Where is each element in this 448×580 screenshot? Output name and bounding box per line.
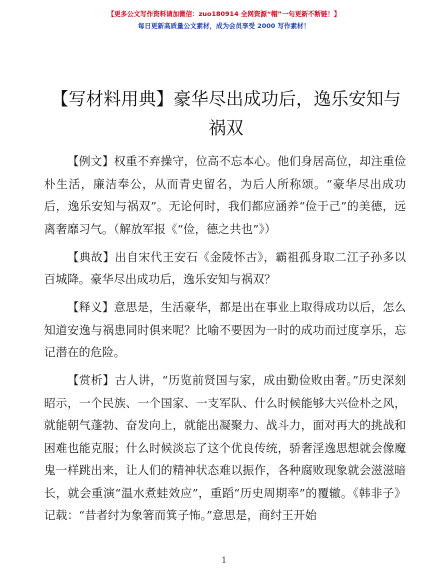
promo-banner-line-1: 【更多公文写作资料请加微信：zuo180914 全网资源“帽”一句更新不断链！】 (107, 10, 341, 18)
paragraph-text: 权重不弃操守，位高不忘本心。他们身居高位，却注重俭朴生活，廉洁奉公，从而青史留名，为后人所称颂。“豪华尽出成功后，逸乐安知与祸双”。无论何时，我们都应涵养“俭于己”的美德，远离奢靡习气。（解放军报《“俭，德之共也”》） (44, 154, 406, 236)
document-body (44, 150, 406, 532)
paragraph-label: 【例文】 (67, 154, 114, 168)
paragraph-text: 意思是，生活豪华，都是出在事业上取得成功以后，怎么知道安逸与祸患同时俱来呢？比喻不要因为一时的成功而过度享乐，忘记潜在的危险。 (44, 300, 406, 359)
paragraph-appreciation (44, 369, 406, 527)
paragraph-allusion (44, 246, 406, 291)
paragraph-label: 【释义】 (67, 300, 114, 314)
paragraph-label: 【典故】 (67, 249, 115, 264)
paragraph-meaning (44, 296, 406, 364)
promo-banner (0, 8, 448, 32)
paragraph-text: 出自宋代王安石《金陵怀古》，霸祖孤身取二江子孙多以百城降。豪华尽出成功后，逸乐安知与祸双？ (44, 249, 406, 286)
paragraph-example (44, 150, 406, 240)
paragraph-label: 【赏析】 (67, 373, 115, 387)
document-title: 【写材料用典】豪华尽出成功后，逸乐安知与祸双 (51, 90, 401, 139)
paragraph-text: 古人讲，“历览前贤国与家，成由勤俭败由奢。”历史深刻昭示，一个民族、一个国家、一支军队、什么时候能够大兴俭朴之风，就能朝气蓬勃、奋发向上，就能出凝聚力、战斗力，面对再大的挑战和困难也能克服；什么时候淡忘了这个优良传统，骄奢淫逸思想就会像魔鬼一样跳出来，让人们的精神状态难以振作，各种腐败现象就会滋滋暗长，就会重演“温水煮蛙效应”，重蹈“历史周期率”的覆辙。《韩非子》记载：“昔者纣为象箸而箕子怖。”意思是，商纣王开始 (44, 373, 406, 522)
page-number: 1 (221, 556, 227, 565)
promo-banner-line-2: 每日更新高质量公文素材，成为会员享受 2000 写作素材！ (137, 22, 311, 30)
